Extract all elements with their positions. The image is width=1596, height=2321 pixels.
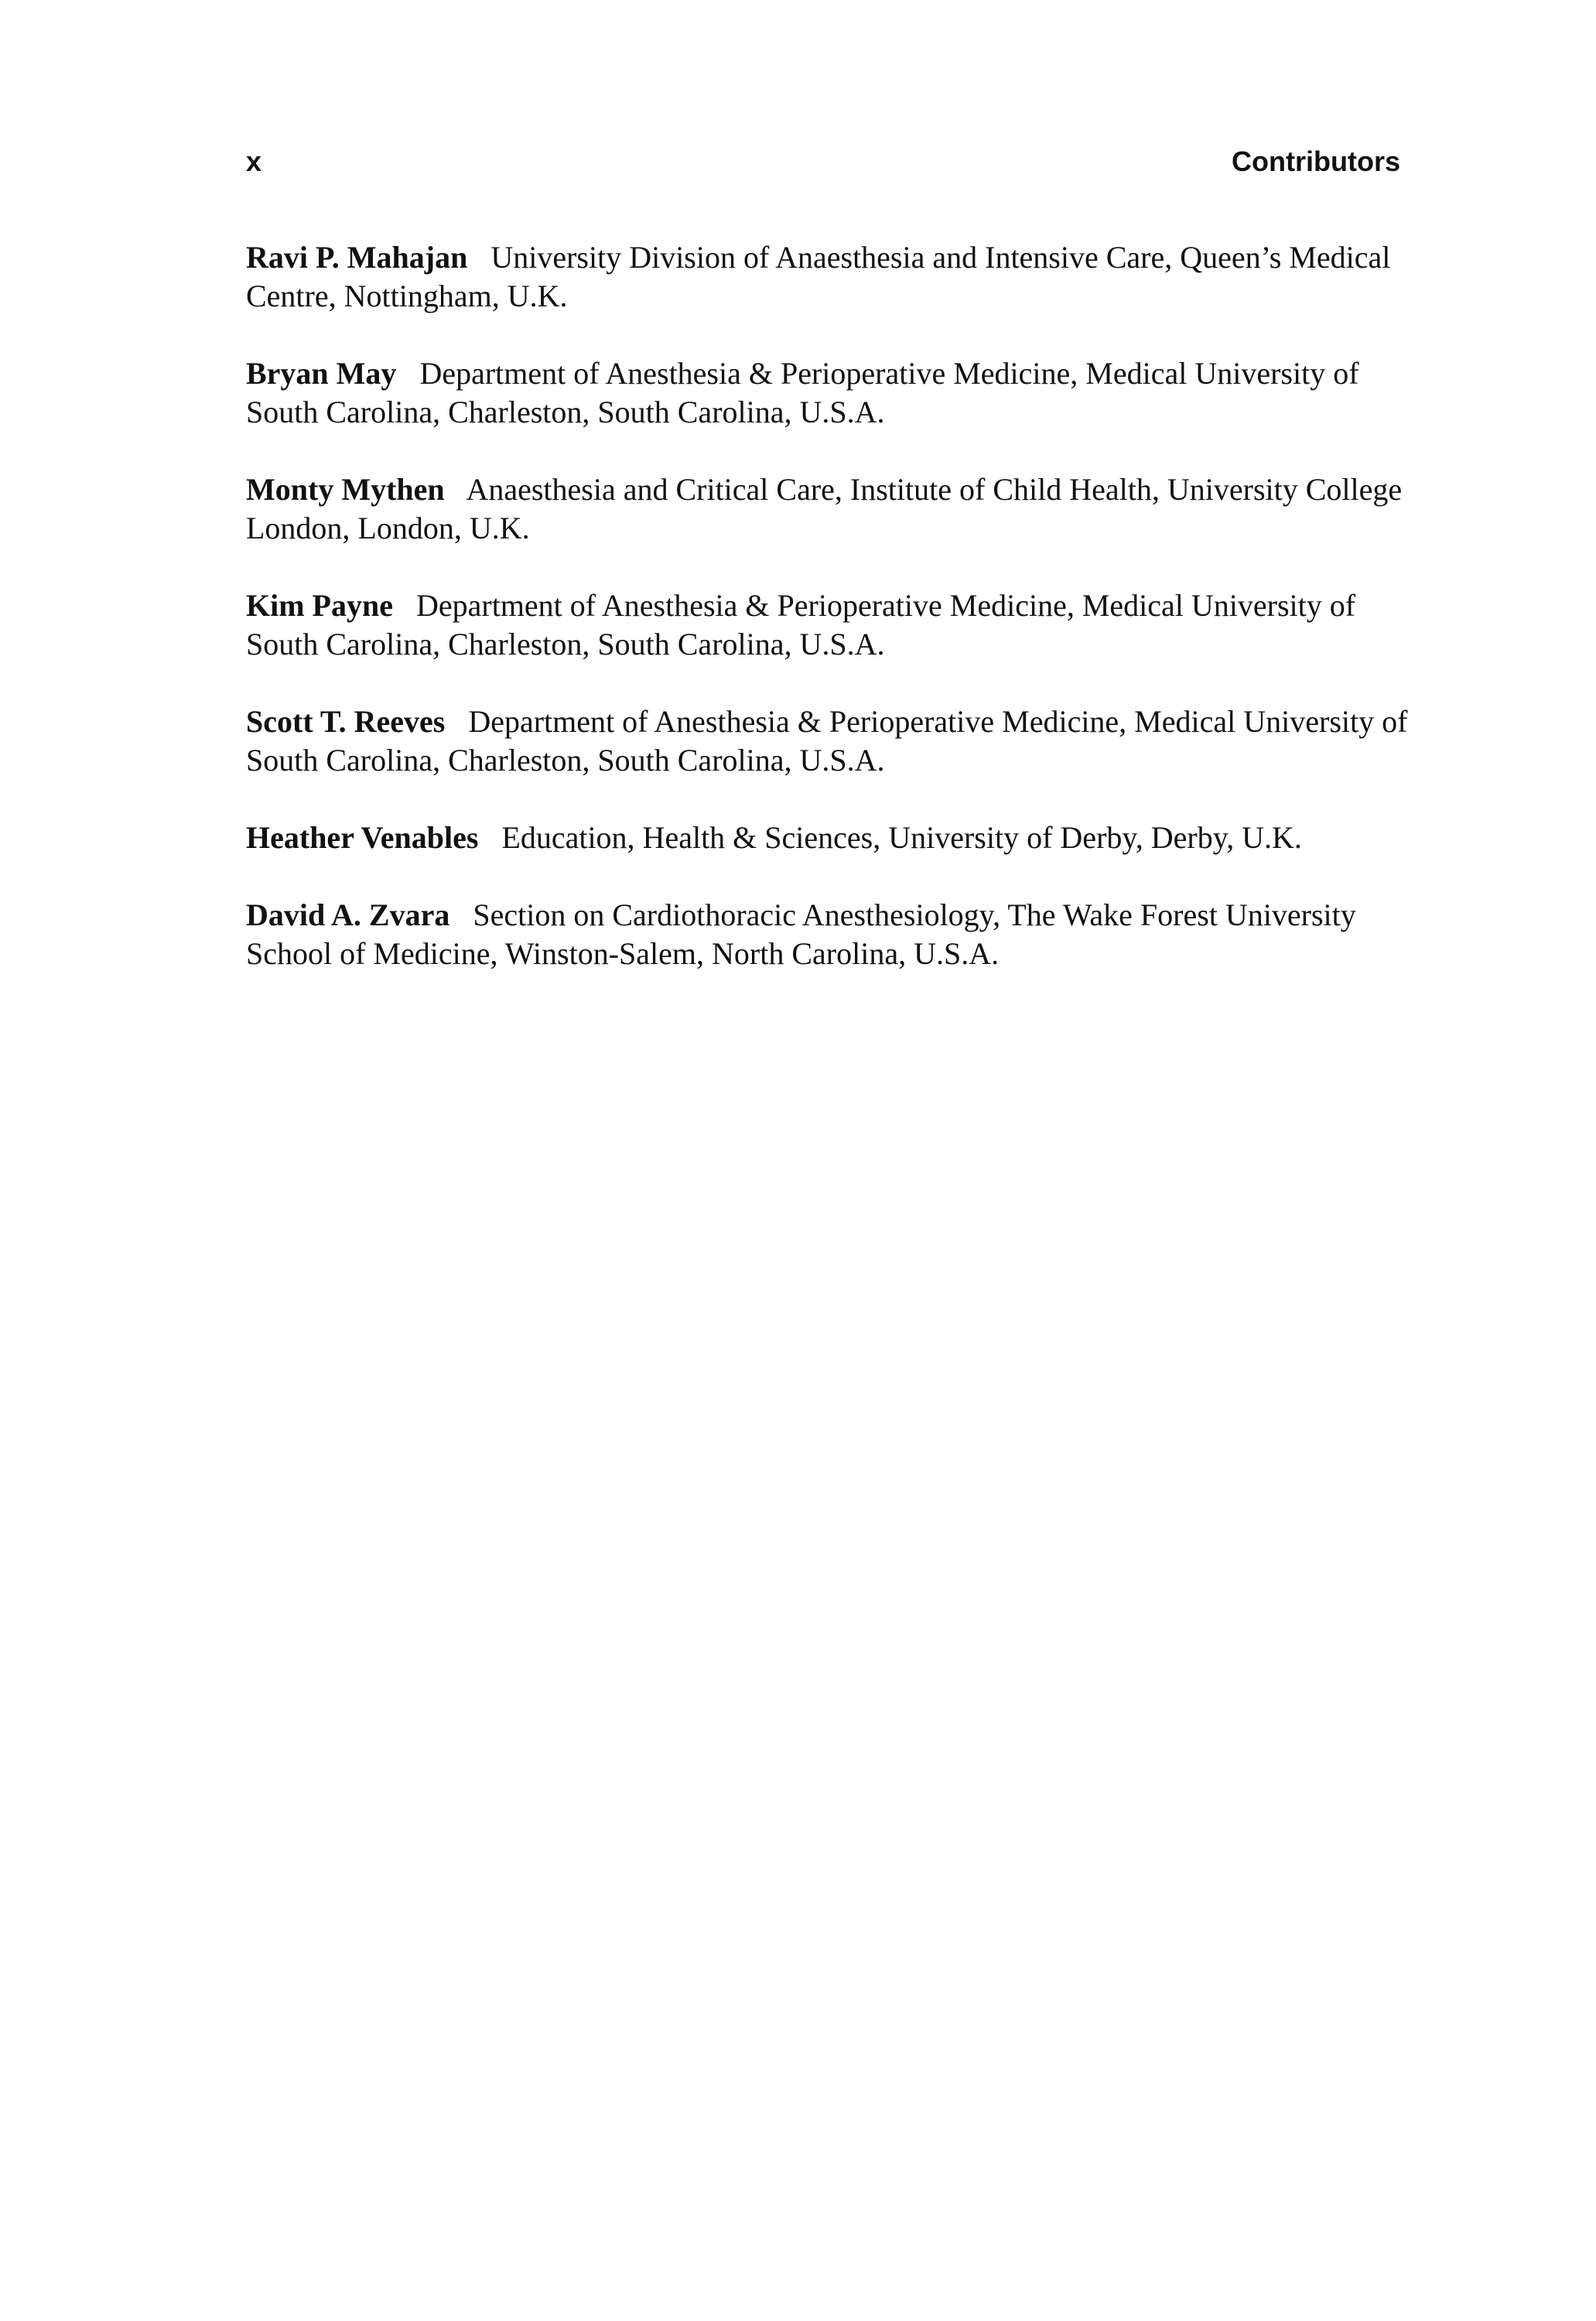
page-number: x <box>246 145 262 177</box>
running-head <box>246 142 1400 181</box>
contributor-name: Kim Payne <box>246 588 393 623</box>
contributor-name: Ravi P. Mahajan <box>246 240 468 275</box>
contributor-affiliation: University Division of Anaesthesia and Intensive Care, Queen’s Medical Centre, Nottingham, U.K. <box>246 240 1391 313</box>
contributor-affiliation: Department of Anesthesia & Perioperative Medicine, Medical University of South Carolina, Charleston, South Carolina, U.S.A. <box>246 588 1356 661</box>
contributor-entry <box>246 896 1414 973</box>
contributor-affiliation: Department of Anesthesia & Perioperative Medicine, Medical University of South Carolina, Charleston, South Carolina, U.S.A. <box>246 356 1359 429</box>
contributor-affiliation: Education, Health & Sciences, University of Derby, Derby, U.K. <box>501 820 1302 855</box>
contributor-list <box>246 238 1414 1012</box>
contributor-entry <box>246 586 1414 664</box>
contributor-affiliation: Anaesthesia and Critical Care, Institute of Child Health, University College London, London, U.K. <box>246 472 1403 545</box>
contributor-name: Scott T. Reeves <box>246 704 446 739</box>
contributor-entry <box>246 354 1414 432</box>
contributor-entry <box>246 238 1414 316</box>
contributor-name: David A. Zvara <box>246 897 450 932</box>
contributor-affiliation: Section on Cardiothoracic Anesthesiology, The Wake Forest University School of Medicine, Winston-Salem, North Carolina, U.S.A. <box>246 897 1356 971</box>
contributor-entry <box>246 702 1414 780</box>
contributor-name: Heather Venables <box>246 820 479 855</box>
contributor-affiliation: Department of Anesthesia & Perioperative Medicine, Medical University of South Carolina, Charleston, South Carolina, U.S.A. <box>246 704 1408 778</box>
section-title: Contributors <box>1232 145 1400 177</box>
contributor-entry <box>246 819 1414 857</box>
contributor-name: Bryan May <box>246 356 397 391</box>
contributor-name: Monty Mythen <box>246 472 445 507</box>
contributor-entry <box>246 470 1414 548</box>
